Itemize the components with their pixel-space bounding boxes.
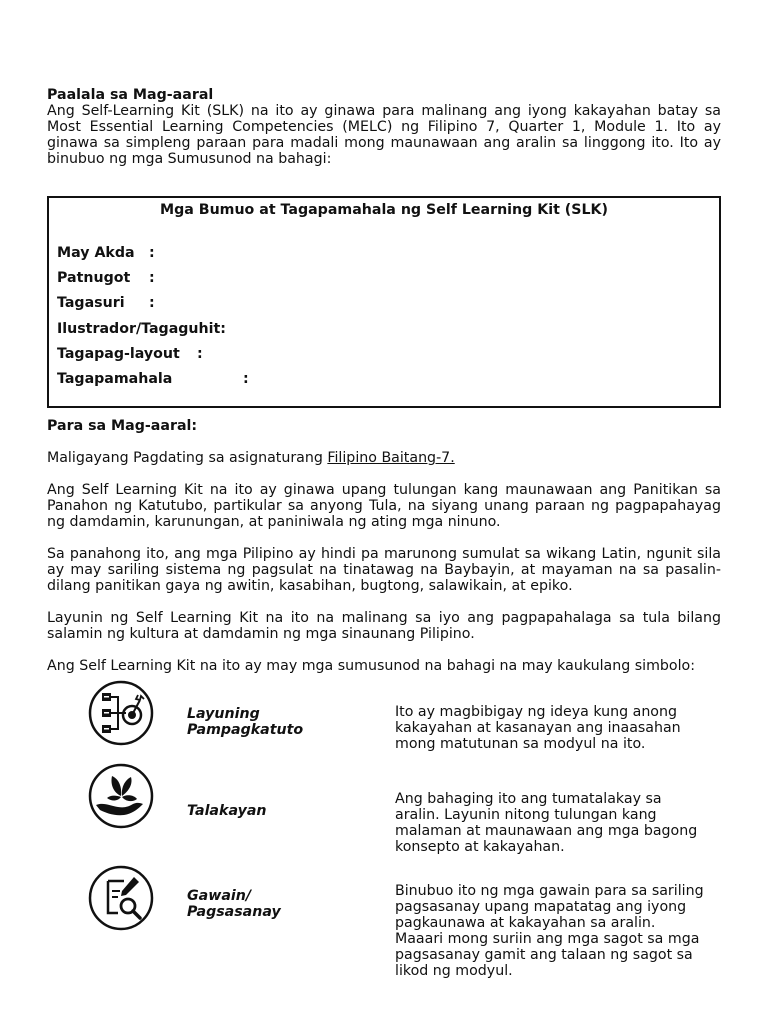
credit-row-author: May Akda : — [57, 245, 155, 261]
paragraph-history: Sa panahong ito, ang mga Pilipino ay hindi pa marunong sumulat sa wikang Latin, ngunit sila ay may sariling sistema ng pagsulat na tinatawag na Baybayin, at mayaman na sa pasalin-dilang panitikan gaya ng awitin, kasabihan, bugtong, salawikain, at epiko. — [47, 546, 721, 594]
legend-desc-activities: Binubuo ito ng mga gawain para sa sariling pagsasanay upang mapatatag ang iyong pagkaunawa at kakayahan sa aralin. Maaari mong suriin ang mga sagot sa mga pagsasanay gamit ang talaan ng sagot sa likod ng modyul. — [395, 883, 704, 979]
credit-row-reviewer: Tagasuri : — [57, 295, 155, 311]
flowchart-target-icon — [88, 680, 154, 746]
paragraph-purpose: Ang Self Learning Kit na ito ay ginawa upang tulungan kang maunawaan ang Panitikan sa Panahon ng Katutubo, partikular sa anyong Tula, na siyang unang paraan ng pagpapahayag ng damdamin, karunungan, at paniniwala ng ating mga ninuno. — [47, 482, 721, 530]
credit-row-layout: Tagapag-layout : — [57, 346, 203, 362]
page — [47, 87, 721, 674]
paragraph-parts-intro: Ang Self Learning Kit na ito ay may mga sumusunod na bahagi na may kaukulang simbolo: — [47, 658, 695, 674]
credit-row-editor: Patnugot : — [57, 270, 155, 286]
credits-title: Mga Bumuo at Tagapamahala ng Self Learning Kit (SLK) — [159, 202, 609, 218]
credit-row-illustrator: Ilustrador/Tagaguhit: — [57, 321, 226, 337]
document-magnifier-icon — [88, 865, 154, 931]
subject-link[interactable]: Filipino Baitang-7. — [327, 450, 455, 466]
intro-title: Paalala sa Mag-aaral — [47, 87, 214, 103]
legend-row-discussion — [47, 763, 721, 855]
legend-label-discussion: Talakayan — [187, 803, 267, 819]
learner-section-title: Para sa Mag-aaral: — [47, 418, 198, 434]
welcome-line: Maligayang Pagdating sa asignaturang Filipino Baitang-7. — [47, 450, 455, 466]
plant-in-hand-icon — [88, 763, 154, 829]
legend-row-activities — [47, 865, 721, 979]
paragraph-goal: Layunin ng Self Learning Kit na ito na malinang sa iyo ang pagpapahalaga sa tula bilang salamin ng kultura at damdamin ng mga sinaunang Pilipino. — [47, 610, 721, 642]
credit-row-manager: Tagapamahala : — [57, 371, 249, 387]
legend-desc-objectives: Ito ay magbibigay ng ideya kung anong kakayahan at kasanayan ang inaasahan mong matutunan sa modyul na ito. — [395, 704, 681, 752]
legend-label-activities: Gawain/ Pagsasanay — [187, 888, 281, 920]
legend-row-objectives — [47, 680, 721, 750]
intro-paragraph: Ang Self-Learning Kit (SLK) na ito ay ginawa para malinang ang iyong kakayahan batay sa Most Essential Learning Competencies (MELC) ng Filipino 7, Quarter 1, Module 1. Ito ay ginawa sa simpleng paraan para madali mong maunawaan ang aralin sa linggong ito. Ito ay binubuo ng mga Sumusunod na bahagi: — [47, 103, 721, 167]
legend-desc-discussion: Ang bahaging ito ang tumatalakay sa aralin. Layunin nitong tulungan kang malaman at maunawaan ang mga bagong konsepto at kakayahan. — [395, 791, 698, 855]
legend-label-objectives: Layuning Pampagkatuto — [187, 706, 304, 738]
credits-box — [47, 196, 721, 408]
